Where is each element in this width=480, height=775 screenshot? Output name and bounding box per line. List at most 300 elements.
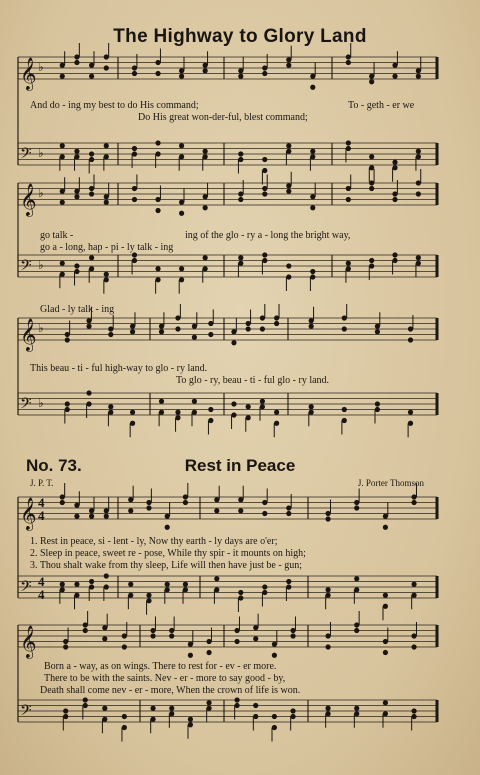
note-head bbox=[155, 277, 160, 282]
note-head bbox=[325, 516, 330, 521]
note-head bbox=[342, 407, 347, 412]
note-head bbox=[214, 508, 219, 513]
note-head bbox=[89, 151, 94, 156]
note-head bbox=[104, 154, 109, 159]
note-head bbox=[383, 639, 388, 644]
note-head bbox=[309, 318, 314, 323]
flat-icon: ♭ bbox=[38, 146, 44, 160]
note-head bbox=[262, 71, 267, 76]
time-signature-top: 4 bbox=[38, 574, 45, 589]
note-head bbox=[346, 146, 351, 151]
note-head bbox=[89, 157, 94, 162]
note-head bbox=[310, 269, 315, 274]
note-head bbox=[262, 590, 267, 595]
note-head bbox=[246, 326, 251, 331]
note-head bbox=[238, 157, 243, 162]
note-head bbox=[310, 274, 315, 279]
note-head bbox=[346, 186, 351, 191]
note-head bbox=[238, 197, 243, 202]
lyric-line: Do His great won-der-ful, blest command; bbox=[138, 112, 308, 123]
note-head bbox=[60, 154, 65, 159]
note-head bbox=[60, 261, 65, 266]
note-head bbox=[63, 644, 68, 649]
note-head bbox=[108, 410, 113, 415]
note-head bbox=[411, 633, 416, 638]
note-head bbox=[150, 633, 155, 638]
note-head bbox=[416, 68, 421, 73]
note-head bbox=[159, 329, 164, 334]
note-head bbox=[102, 636, 107, 641]
note-head bbox=[325, 706, 330, 711]
note-head bbox=[274, 315, 279, 320]
note-head bbox=[192, 335, 197, 340]
note-head bbox=[392, 258, 397, 263]
note-head bbox=[128, 582, 133, 587]
note-head bbox=[375, 329, 380, 334]
note-head bbox=[179, 200, 184, 205]
note-head bbox=[175, 315, 180, 320]
note-head bbox=[354, 500, 359, 505]
note-head bbox=[188, 722, 193, 727]
note-head bbox=[159, 410, 164, 415]
note-head bbox=[74, 60, 79, 65]
note-head bbox=[104, 508, 109, 513]
note-head bbox=[286, 263, 291, 268]
time-signature-top: 4 bbox=[38, 495, 45, 510]
lyric-line: This beau - ti - ful high-way to glo - ry land. bbox=[30, 363, 208, 374]
note-head bbox=[122, 714, 127, 719]
hymn-number: No. 73. bbox=[26, 456, 82, 475]
note-head bbox=[354, 622, 359, 627]
note-head bbox=[146, 593, 151, 598]
note-head bbox=[89, 266, 94, 271]
note-head bbox=[60, 74, 65, 79]
note-head bbox=[60, 587, 65, 592]
bass-clef-icon: 𝄢 bbox=[20, 257, 32, 278]
note-head bbox=[286, 143, 291, 148]
treble-clef-icon: 𝄞 bbox=[20, 183, 37, 216]
note-head bbox=[369, 165, 374, 170]
note-head bbox=[63, 708, 68, 713]
note-head bbox=[416, 255, 421, 260]
note-head bbox=[65, 401, 70, 406]
note-head bbox=[238, 497, 243, 502]
note-head bbox=[260, 326, 265, 331]
note-head bbox=[83, 628, 88, 633]
note-head bbox=[159, 399, 164, 404]
note-head bbox=[342, 418, 347, 423]
note-head bbox=[392, 165, 397, 170]
note-head bbox=[214, 497, 219, 502]
note-head bbox=[234, 628, 239, 633]
note-head bbox=[179, 277, 184, 282]
note-head bbox=[89, 191, 94, 196]
note-head bbox=[354, 587, 359, 592]
note-head bbox=[354, 505, 359, 510]
note-head bbox=[175, 410, 180, 415]
note-head bbox=[179, 154, 184, 159]
note-head bbox=[260, 404, 265, 409]
note-head bbox=[146, 598, 151, 603]
note-head bbox=[354, 628, 359, 633]
note-head bbox=[272, 725, 277, 730]
flat-icon: ♭ bbox=[38, 258, 44, 272]
note-head bbox=[150, 717, 155, 722]
note-head bbox=[203, 63, 208, 68]
note-head bbox=[89, 255, 94, 260]
verse-line: Death shall come nev - er - more, When the crown of life is won. bbox=[40, 685, 301, 696]
note-head bbox=[392, 252, 397, 257]
note-head bbox=[408, 326, 413, 331]
note-head bbox=[262, 157, 267, 162]
note-head bbox=[325, 587, 330, 592]
note-head bbox=[203, 205, 208, 210]
note-head bbox=[290, 708, 295, 713]
note-head bbox=[411, 593, 416, 598]
note-head bbox=[60, 143, 65, 148]
hymn-title-highway: The Highway to Glory Land bbox=[113, 26, 367, 47]
note-head bbox=[369, 154, 374, 159]
note-head bbox=[383, 604, 388, 609]
note-head bbox=[408, 337, 413, 342]
note-head bbox=[179, 266, 184, 271]
note-head bbox=[411, 714, 416, 719]
note-head bbox=[179, 74, 184, 79]
verse-line: 2. Sleep in peace, sweet re - pose, While thy spir - it mounts on high; bbox=[30, 548, 306, 559]
note-head bbox=[86, 390, 91, 395]
note-head bbox=[408, 410, 413, 415]
note-head bbox=[130, 324, 135, 329]
note-head bbox=[383, 514, 388, 519]
note-head bbox=[60, 189, 65, 194]
note-head bbox=[132, 71, 137, 76]
note-head bbox=[354, 576, 359, 581]
note-head bbox=[102, 706, 107, 711]
note-head bbox=[188, 653, 193, 658]
note-head bbox=[132, 151, 137, 156]
bass-clef-icon: 𝄢 bbox=[20, 702, 32, 723]
hymn-title-rest-in-peace: Rest in Peace bbox=[184, 456, 296, 475]
note-head bbox=[104, 200, 109, 205]
note-head bbox=[132, 186, 137, 191]
note-head bbox=[159, 324, 164, 329]
note-head bbox=[60, 200, 65, 205]
note-head bbox=[325, 593, 330, 598]
note-head bbox=[375, 324, 380, 329]
note-head bbox=[310, 85, 315, 90]
note-head bbox=[179, 68, 184, 73]
note-head bbox=[262, 252, 267, 257]
note-head bbox=[155, 208, 160, 213]
note-head bbox=[192, 410, 197, 415]
note-head bbox=[192, 399, 197, 404]
note-head bbox=[169, 633, 174, 638]
note-head bbox=[208, 321, 213, 326]
note-head bbox=[238, 151, 243, 156]
note-head bbox=[208, 418, 213, 423]
note-head bbox=[165, 525, 170, 530]
note-head bbox=[238, 508, 243, 513]
note-head bbox=[108, 404, 113, 409]
note-head bbox=[104, 573, 109, 578]
note-head bbox=[108, 332, 113, 337]
note-head bbox=[132, 258, 137, 263]
note-head bbox=[383, 700, 388, 705]
time-signature-bottom: 4 bbox=[38, 508, 45, 523]
note-head bbox=[286, 189, 291, 194]
note-head bbox=[253, 625, 258, 630]
note-head bbox=[130, 421, 135, 426]
verse-line: There to be with the saints. Nev - er - more to say good - by, bbox=[44, 673, 286, 684]
note-head bbox=[309, 324, 314, 329]
note-head bbox=[214, 576, 219, 581]
note-head bbox=[188, 717, 193, 722]
note-head bbox=[416, 261, 421, 266]
note-head bbox=[231, 340, 236, 345]
note-head bbox=[104, 65, 109, 70]
lyricist-credit: J. P. T. bbox=[30, 478, 54, 488]
note-head bbox=[183, 582, 188, 587]
note-head bbox=[150, 706, 155, 711]
note-head bbox=[165, 582, 170, 587]
note-head bbox=[369, 79, 374, 84]
lyric-line: Glad - ly talk - ing bbox=[40, 304, 115, 315]
note-head bbox=[411, 500, 416, 505]
note-head bbox=[208, 332, 213, 337]
note-head bbox=[60, 494, 65, 499]
note-head bbox=[286, 584, 291, 589]
note-head bbox=[74, 263, 79, 268]
note-head bbox=[146, 505, 151, 510]
note-head bbox=[60, 500, 65, 505]
note-head bbox=[203, 149, 208, 154]
note-head bbox=[63, 639, 68, 644]
note-head bbox=[89, 514, 94, 519]
note-head bbox=[74, 503, 79, 508]
note-head bbox=[238, 590, 243, 595]
flat-icon: ♭ bbox=[38, 396, 44, 410]
verse-line: 1. Rest in peace, si - lent - ly, Now thy earth - ly days are o'er; bbox=[30, 536, 278, 547]
note-head bbox=[74, 154, 79, 159]
note-head bbox=[238, 191, 243, 196]
note-head bbox=[272, 642, 277, 647]
note-head bbox=[411, 582, 416, 587]
note-head bbox=[65, 337, 70, 342]
note-head bbox=[290, 714, 295, 719]
note-head bbox=[286, 274, 291, 279]
note-head bbox=[262, 186, 267, 191]
note-head bbox=[130, 410, 135, 415]
note-head bbox=[155, 71, 160, 76]
note-head bbox=[74, 189, 79, 194]
note-head bbox=[346, 60, 351, 65]
note-head bbox=[342, 326, 347, 331]
note-head bbox=[122, 725, 127, 730]
note-head bbox=[104, 514, 109, 519]
note-head bbox=[203, 255, 208, 260]
note-head bbox=[165, 514, 170, 519]
note-head bbox=[286, 149, 291, 154]
note-head bbox=[290, 633, 295, 638]
note-head bbox=[74, 593, 79, 598]
note-head bbox=[203, 154, 208, 159]
note-head bbox=[122, 633, 127, 638]
bass-clef-icon: 𝄢 bbox=[20, 145, 32, 166]
note-head bbox=[416, 74, 421, 79]
note-head bbox=[408, 421, 413, 426]
note-head bbox=[203, 266, 208, 271]
note-head bbox=[260, 315, 265, 320]
verse-line: Born a - way, as on wings. There to rest for - ev - er more. bbox=[44, 661, 277, 672]
note-head bbox=[183, 500, 188, 505]
note-head bbox=[234, 703, 239, 708]
note-head bbox=[369, 186, 374, 191]
note-head bbox=[310, 194, 315, 199]
note-head bbox=[392, 63, 397, 68]
note-head bbox=[262, 500, 267, 505]
note-head bbox=[286, 57, 291, 62]
note-head bbox=[146, 500, 151, 505]
note-head bbox=[132, 252, 137, 257]
note-head bbox=[89, 508, 94, 513]
note-head bbox=[175, 326, 180, 331]
treble-clef-icon: 𝄞 bbox=[20, 625, 37, 658]
note-head bbox=[309, 404, 314, 409]
bass-clef-icon: 𝄢 bbox=[20, 578, 32, 599]
note-head bbox=[231, 329, 236, 334]
note-head bbox=[253, 703, 258, 708]
bass-clef-icon: 𝄢 bbox=[20, 395, 32, 416]
lyric-line: go talk - bbox=[40, 230, 74, 241]
note-head bbox=[132, 65, 137, 70]
note-head bbox=[392, 74, 397, 79]
note-head bbox=[74, 514, 79, 519]
note-head bbox=[260, 399, 265, 404]
note-head bbox=[169, 628, 174, 633]
note-head bbox=[203, 194, 208, 199]
note-head bbox=[411, 494, 416, 499]
note-head bbox=[102, 625, 107, 630]
note-head bbox=[60, 582, 65, 587]
note-head bbox=[128, 593, 133, 598]
note-head bbox=[234, 639, 239, 644]
note-head bbox=[310, 149, 315, 154]
note-head bbox=[183, 494, 188, 499]
note-head bbox=[346, 197, 351, 202]
note-head bbox=[416, 149, 421, 154]
note-head bbox=[155, 197, 160, 202]
note-head bbox=[272, 653, 277, 658]
note-head bbox=[262, 168, 267, 173]
treble-clef-icon: 𝄞 bbox=[20, 497, 37, 530]
note-head bbox=[203, 68, 208, 73]
note-head bbox=[416, 180, 421, 185]
note-head bbox=[206, 706, 211, 711]
note-head bbox=[175, 415, 180, 420]
note-head bbox=[183, 587, 188, 592]
note-head bbox=[206, 650, 211, 655]
note-head bbox=[108, 326, 113, 331]
note-head bbox=[89, 74, 94, 79]
note-head bbox=[83, 697, 88, 702]
note-head bbox=[246, 404, 251, 409]
note-head bbox=[253, 714, 258, 719]
note-head bbox=[65, 332, 70, 337]
note-head bbox=[262, 65, 267, 70]
note-head bbox=[286, 505, 291, 510]
note-head bbox=[369, 74, 374, 79]
note-head bbox=[214, 587, 219, 592]
note-head bbox=[132, 197, 137, 202]
treble-clef-icon: 𝄞 bbox=[20, 318, 37, 351]
note-head bbox=[346, 266, 351, 271]
note-head bbox=[416, 154, 421, 159]
note-head bbox=[188, 642, 193, 647]
note-head bbox=[60, 272, 65, 277]
note-head bbox=[262, 191, 267, 196]
note-head bbox=[369, 258, 374, 263]
note-head bbox=[246, 321, 251, 326]
note-head bbox=[169, 706, 174, 711]
note-head bbox=[89, 186, 94, 191]
note-head bbox=[286, 183, 291, 188]
note-head bbox=[325, 633, 330, 638]
note-head bbox=[238, 255, 243, 260]
lyric-line: ing of the glo - ry a - long the bright way, bbox=[185, 230, 351, 241]
note-head bbox=[262, 258, 267, 263]
note-head bbox=[286, 579, 291, 584]
note-head bbox=[262, 511, 267, 516]
note-head bbox=[206, 639, 211, 644]
note-head bbox=[238, 261, 243, 266]
lyric-line: To - geth - er we bbox=[348, 100, 415, 111]
note-head bbox=[206, 700, 211, 705]
note-head bbox=[179, 143, 184, 148]
composer-credit: J. Porter Thomson bbox=[357, 478, 424, 488]
note-head bbox=[104, 54, 109, 59]
note-head bbox=[89, 63, 94, 68]
note-head bbox=[132, 146, 137, 151]
note-head bbox=[104, 272, 109, 277]
note-head bbox=[238, 595, 243, 600]
note-head bbox=[83, 622, 88, 627]
note-head bbox=[234, 697, 239, 702]
note-head bbox=[392, 160, 397, 165]
note-head bbox=[63, 714, 68, 719]
note-head bbox=[238, 68, 243, 73]
note-head bbox=[231, 401, 236, 406]
note-head bbox=[325, 644, 330, 649]
note-head bbox=[74, 582, 79, 587]
note-head bbox=[392, 191, 397, 196]
note-head bbox=[238, 74, 243, 79]
time-signature-bottom: 4 bbox=[38, 587, 45, 602]
note-head bbox=[104, 143, 109, 148]
note-head bbox=[346, 261, 351, 266]
note-head bbox=[290, 628, 295, 633]
note-head bbox=[89, 579, 94, 584]
note-head bbox=[155, 151, 160, 156]
note-head bbox=[369, 180, 374, 185]
note-head bbox=[375, 401, 380, 406]
note-head bbox=[310, 154, 315, 159]
lyric-line: And do - ing my best to do His command; bbox=[30, 100, 199, 111]
note-head bbox=[325, 711, 330, 716]
note-head bbox=[272, 714, 277, 719]
note-head bbox=[74, 149, 79, 154]
note-head bbox=[155, 140, 160, 145]
note-head bbox=[346, 54, 351, 59]
